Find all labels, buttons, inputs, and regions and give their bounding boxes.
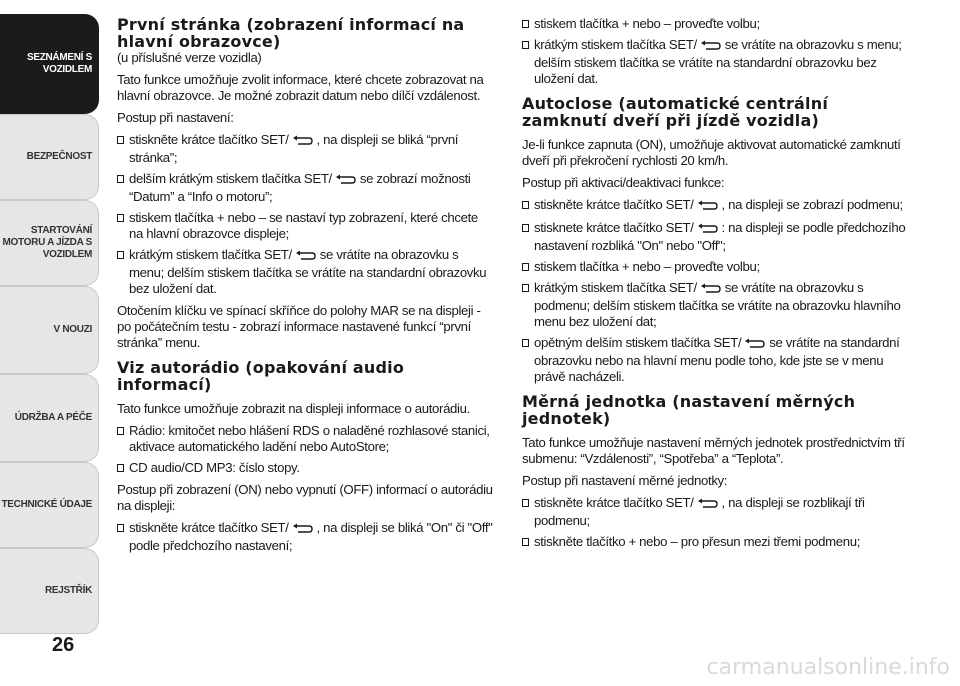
step-list	[522, 197, 912, 385]
return-arrow-icon	[292, 134, 314, 150]
paragraph: Tato funkce umožňuje nastavení měrných jednotek prostřednictvím tří submenu: “Vzdálenosti”, “Spotřeba” a “Teplota”.	[522, 435, 905, 466]
checkbox-bullet-icon	[522, 201, 529, 209]
step-list	[522, 16, 912, 87]
tab-rejstrik[interactable]	[0, 548, 99, 634]
list-item: stisknete krátce tlačítko SET/ : na displeji se podle předchozího nastavení rozbliká "On" nebo "Off";	[522, 220, 912, 254]
list-item: opětným delším stiskem tlačítka SET/ se vrátíte na standardní obrazovku nebo na hlavní menu podle toho, kde jste se v menu právě nacházeli.	[522, 335, 912, 385]
checkbox-bullet-icon	[522, 284, 529, 292]
list-item: Rádio: kmitočet nebo hlášení RDS o naladěné rozhlasové stanici, aktivace automatického ladění nebo AutoStore;	[117, 423, 495, 455]
return-arrow-icon	[295, 249, 317, 265]
left-column	[117, 16, 495, 560]
checkbox-bullet-icon	[117, 251, 124, 259]
checkbox-bullet-icon	[117, 524, 124, 532]
page-number: 26	[52, 634, 75, 656]
checkbox-bullet-icon	[522, 538, 529, 546]
return-arrow-icon	[335, 173, 357, 189]
list-item: CD audio/CD MP3: číslo stopy.	[117, 460, 495, 476]
step-list	[522, 495, 912, 550]
checkbox-bullet-icon	[117, 214, 124, 222]
chapter-sidebar	[0, 0, 100, 686]
tab-label: V NOUZI	[53, 324, 92, 335]
tab-technicke-udaje[interactable]	[0, 462, 99, 548]
right-column	[522, 16, 912, 556]
tab-bezpecnost[interactable]	[0, 114, 99, 200]
paragraph: Postup při nastavení měrné jednotky:	[522, 473, 728, 488]
checkbox-bullet-icon	[522, 20, 529, 28]
list-item: krátkým stiskem tlačítka SET/ se vrátíte na obrazovku s podmenu; delším stiskem tlačítka se vrátíte na obrazovku hlavního menu bez uložení dat;	[522, 280, 912, 330]
step-list	[117, 520, 495, 554]
section-title-viz-autoradio: Viz autorádio (opakování audio informací)	[117, 358, 405, 394]
section-title-autoclose: Autoclose (automatické centrální zamknutí dveří při jízdě vozidla)	[522, 94, 829, 130]
tab-v-nouzi[interactable]	[0, 286, 99, 374]
paragraph: Tato funkce umožňuje zobrazit na displeji informace o autorádiu.	[117, 401, 470, 416]
return-arrow-icon	[700, 39, 722, 55]
list-item: stiskněte krátce tlačítko SET/ , na displeji se rozblikají tři podmenu;	[522, 495, 912, 529]
tab-label: STARTOVÁNÍ MOTORU A JÍZDA S VOZIDLEM	[2, 225, 92, 260]
paragraph: Tato funkce umožňuje zvolit informace, které chcete zobrazovat na hlavní obrazovce. Je možné zobrazit datum nebo dílčí vzdálenost.	[117, 72, 484, 103]
tab-label: ÚDRŽBA A PÉČE	[14, 412, 92, 423]
info-list	[117, 423, 495, 476]
return-arrow-icon	[697, 497, 719, 513]
paragraph: Je-li funkce zapnuta (ON), umožňuje aktivovat automatické zamknutí dveří při překročení rychlosti 20 km/h.	[522, 137, 901, 168]
paragraph: Postup při nastavení:	[117, 110, 234, 125]
list-item: stiskněte krátce tlačítko SET/ , na displeji se bliká "On" či "Off" podle předchozího nastavení;	[117, 520, 495, 554]
checkbox-bullet-icon	[522, 41, 529, 49]
checkbox-bullet-icon	[522, 263, 529, 271]
list-item: delším krátkým stiskem tlačítka SET/ se zobrazí možnosti “Datum” a “Info o motoru”;	[117, 171, 495, 205]
tab-label: TECHNICKÉ ÚDAJE	[1, 499, 92, 510]
checkbox-bullet-icon	[522, 499, 529, 507]
checkbox-bullet-icon	[117, 464, 124, 472]
return-arrow-icon	[700, 282, 722, 298]
list-item: krátkým stiskem tlačítka SET/ se vrátíte na obrazovku s menu; delším stiskem tlačítka se vrátíte na standardní obrazovku bez uložení dat.	[522, 37, 912, 87]
paragraph: Postup při aktivaci/deaktivaci funkce:	[522, 175, 725, 190]
list-item: stiskem tlačítka + nebo – se nastaví typ zobrazení, které chcete na hlavní obrazovce displeje;	[117, 210, 495, 242]
paragraph: Postup při zobrazení (ON) nebo vypnutí (OFF) informací o autorádiu na displeji:	[117, 482, 493, 513]
checkbox-bullet-icon	[117, 175, 124, 183]
tab-label: REJSTŘÍK	[44, 585, 92, 596]
paragraph: Otočením klíčku ve spínací skříňce do polohy MAR se na displeji - po počátečním testu - zobrazí informace nastavené funkcí “první stránka” menu.	[117, 303, 481, 350]
list-item: stiskněte krátce tlačítko SET/ , na displeji se bliká “první stránka”;	[117, 132, 495, 166]
list-item: stiskněte tlačítko + nebo – pro přesun mezi třemi podmenu;	[522, 534, 912, 550]
list-item: stiskněte krátce tlačítko SET/ , na displeji se zobrazí podmenu;	[522, 197, 912, 215]
tab-seznameni[interactable]	[0, 14, 99, 114]
section-subtitle: (u příslušné verze vozidla)	[117, 50, 262, 65]
return-arrow-icon	[292, 522, 314, 538]
tab-udrzba[interactable]	[0, 374, 99, 462]
section-title-merna-jednotka: Měrná jednotka (nastavení měrných jednotek)	[522, 392, 856, 428]
list-item: krátkým stiskem tlačítka SET/ se vrátíte na obrazovku s menu; delším stiskem tlačítka se vrátíte na standardní obrazovku bez uložení dat.	[117, 247, 495, 297]
step-list	[117, 132, 495, 297]
tab-label: BEZPEČNOST	[26, 151, 92, 162]
checkbox-bullet-icon	[117, 136, 124, 144]
list-item: stiskem tlačítka + nebo – proveďte volbu;	[522, 259, 912, 275]
return-arrow-icon	[744, 337, 766, 353]
return-arrow-icon	[697, 199, 719, 215]
checkbox-bullet-icon	[522, 224, 529, 232]
list-item: stiskem tlačítka + nebo – proveďte volbu;	[522, 16, 912, 32]
tab-startovani[interactable]	[0, 200, 99, 286]
return-arrow-icon	[697, 222, 719, 238]
watermark: carmanualsonline.info	[706, 655, 950, 680]
section-title-prvni-stranka: První stránka (zobrazení informací na hlavní obrazovce)	[117, 15, 465, 51]
checkbox-bullet-icon	[117, 427, 124, 435]
checkbox-bullet-icon	[522, 339, 529, 347]
tab-label: SEZNÁMENÍ S VOZIDLEM	[26, 52, 92, 75]
